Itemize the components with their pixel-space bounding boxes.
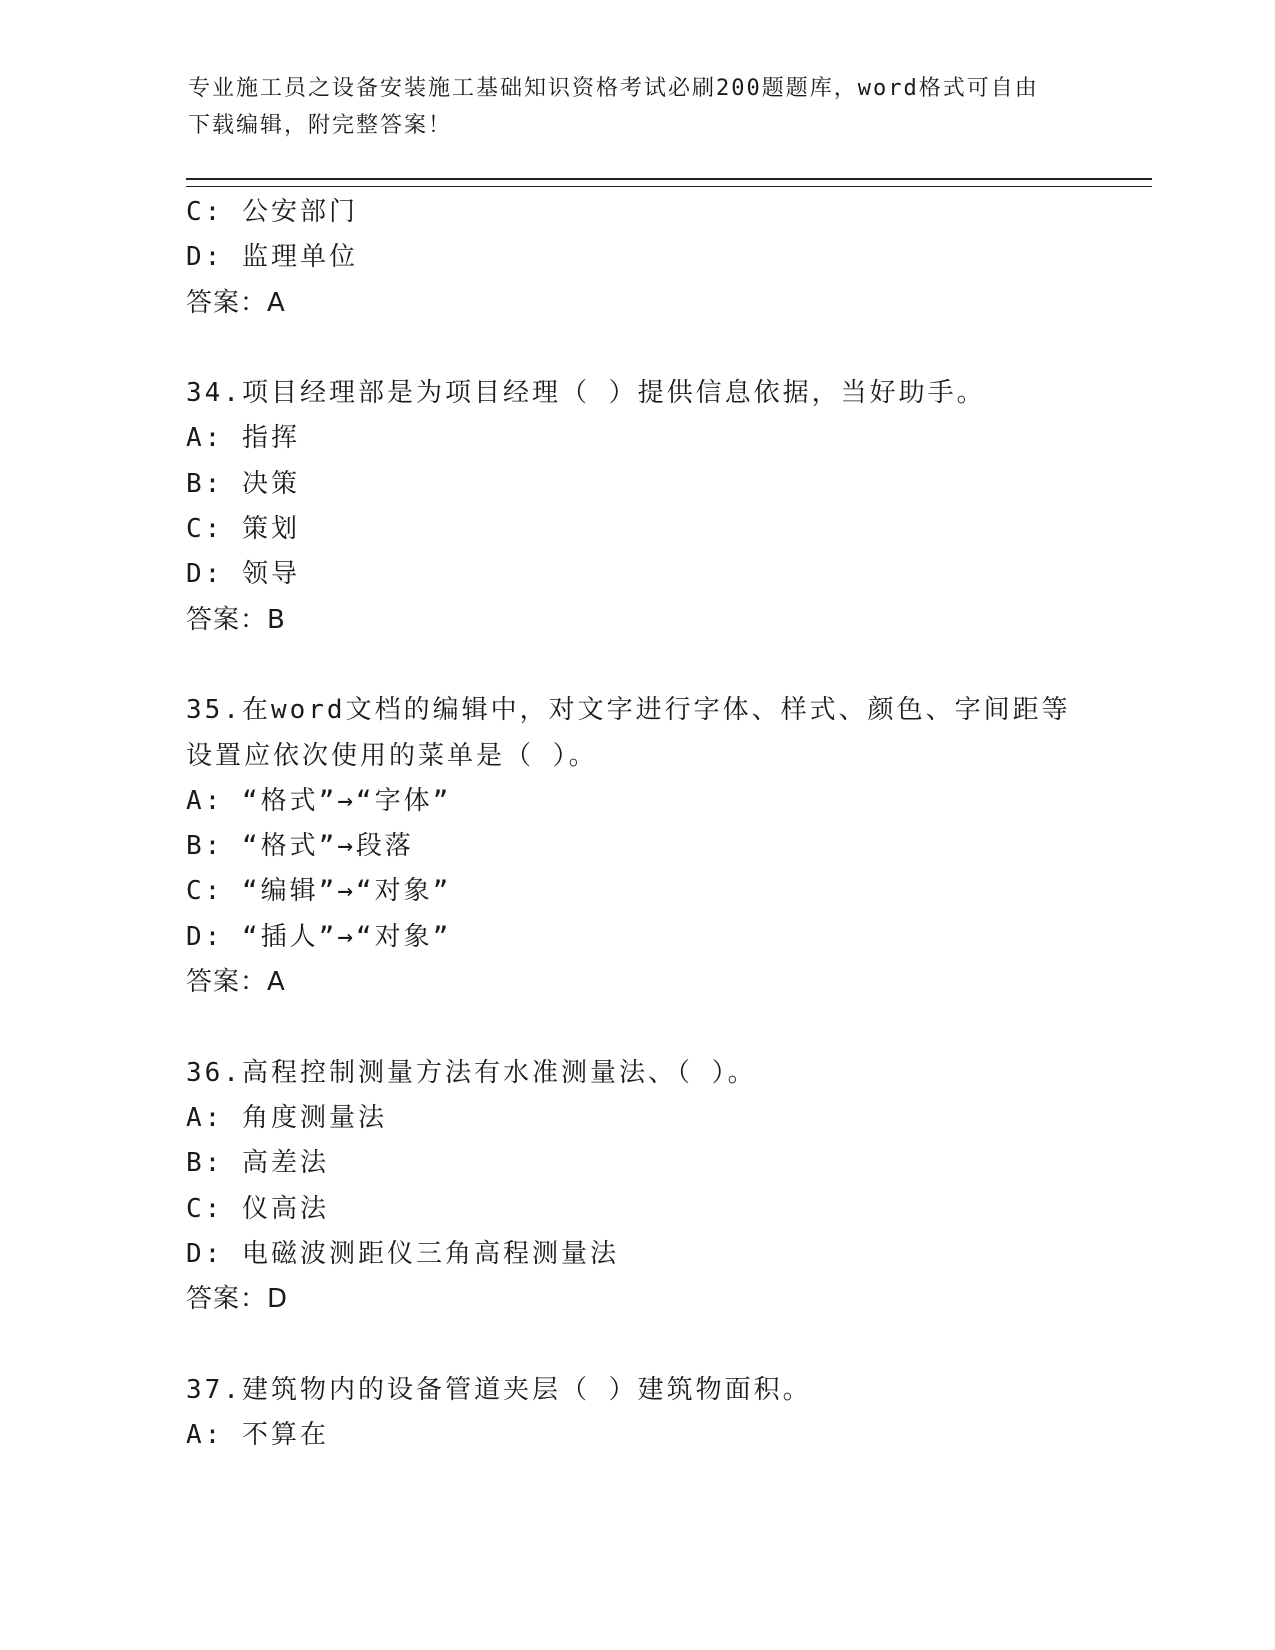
- option-d: D: 电磁波测距仪三角高程测量法: [186, 1238, 619, 1269]
- question-34: [186, 371, 1146, 643]
- page-header: [188, 70, 1068, 144]
- option-c: C: 仪高法: [186, 1193, 329, 1224]
- header-title-line-2: 下载编辑，附完整答案！: [188, 113, 453, 138]
- question-36: [186, 1051, 1146, 1323]
- option-b: B: 高差法: [186, 1148, 329, 1179]
- option-b: B: 决策: [186, 468, 300, 499]
- answer-label: 答案：D: [186, 1284, 289, 1315]
- option-d: D: 领导: [186, 559, 300, 590]
- question-stem-continued: 设置应依次使用的菜单是（ ）。: [186, 740, 598, 771]
- question-list: [186, 190, 1146, 1458]
- question-stem: 34.项目经理部是为项目经理（ ）提供信息依据，当好助手。: [186, 378, 986, 409]
- option-c: C: 公安部门: [186, 197, 358, 227]
- option-c: C: “编辑”→“对象”: [186, 876, 452, 907]
- answer-label: 答案：A: [186, 967, 286, 998]
- answer-label: 答案：A: [186, 287, 286, 318]
- question-stem: 36.高程控制测量方法有水准测量法、（ ）。: [186, 1057, 757, 1088]
- option-d: D: 监理单位: [186, 242, 358, 273]
- option-a: A: “格式”→“字体”: [186, 785, 452, 816]
- option-c: C: 策划: [186, 514, 300, 545]
- answer-label: 答案：B: [186, 604, 286, 635]
- question-stem: 35.在word文档的编辑中，对文字进行字体、样式、颜色、字间距等: [186, 695, 1071, 726]
- question-35: [186, 688, 1146, 1005]
- question-37: [186, 1368, 1146, 1459]
- option-a: A: 不算在: [186, 1420, 329, 1451]
- option-b: B: “格式”→段落: [186, 831, 414, 862]
- option-a: A: 指挥: [186, 423, 300, 454]
- option-d: D: “插人”→“对象”: [186, 921, 452, 952]
- question-stem: 37.建筑物内的设备管道夹层（ ）建筑物面积。: [186, 1374, 812, 1405]
- option-a: A: 角度测量法: [186, 1102, 387, 1133]
- header-divider: [186, 178, 1152, 187]
- header-title-line-1: 专业施工员之设备安装施工基础知识资格考试必刷200题题库，word格式可自由: [188, 76, 1039, 101]
